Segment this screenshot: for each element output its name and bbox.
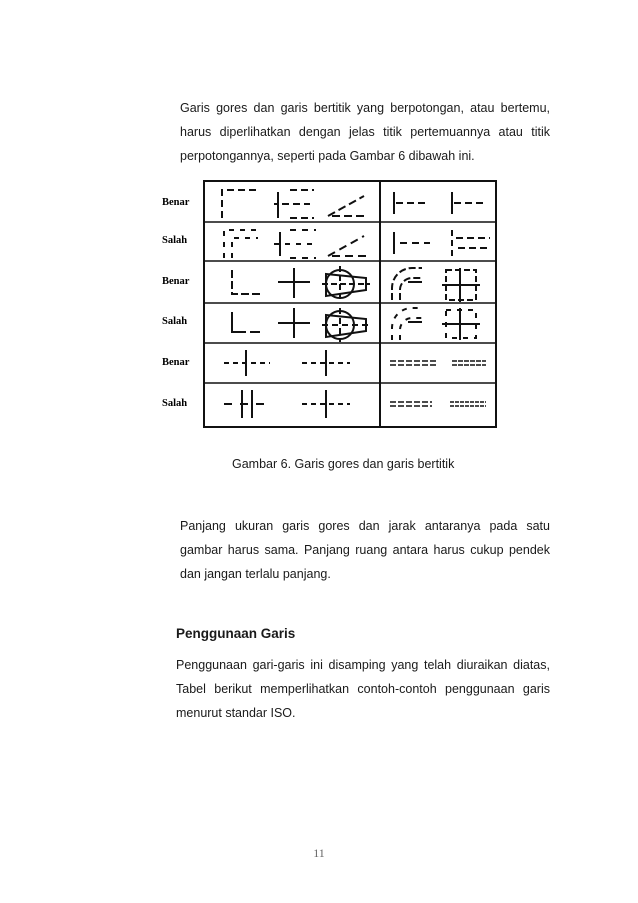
row1-symbols	[222, 190, 486, 218]
section-heading: Penggunaan Garis	[176, 626, 296, 641]
row-label-4: Salah	[162, 316, 188, 327]
row-label-3: Benar	[162, 276, 190, 287]
row5-symbols	[224, 350, 486, 376]
row3-symbols	[232, 266, 480, 302]
page-number: 11	[313, 846, 325, 860]
row-label-6: Salah	[162, 398, 188, 409]
row6-symbols	[224, 390, 486, 418]
row-label-5: Benar	[162, 357, 190, 368]
line-examples-diagram	[160, 178, 500, 428]
row4-symbols	[232, 308, 480, 342]
usage-paragraph: Penggunaan gari-garis ini disamping yang telah diuraikan diatas, Tabel berikut memperlihatkan contoh-contoh penggunaan garis menurut standar ISO.	[176, 658, 550, 720]
intro-paragraph: Garis gores dan garis bertitik yang berpotongan, atau bertemu, harus diperlihatkan dengan jelas titik pertemuannya atau titik perpotongannya, seperti pada Gambar 6 dibawah ini.	[180, 101, 550, 163]
figure-caption: Gambar 6. Garis gores dan garis bertitik	[232, 457, 455, 471]
row-label-1: Benar	[162, 197, 190, 208]
row-label-2: Salah	[162, 235, 188, 246]
row2-symbols	[224, 230, 490, 258]
dash-length-paragraph: Panjang ukuran garis gores dan jarak antaranya pada satu gambar harus sama. Panjang ruang antara harus cukup pendek dan jangan terlalu panjang.	[180, 519, 550, 581]
line-examples-figure	[160, 178, 500, 428]
